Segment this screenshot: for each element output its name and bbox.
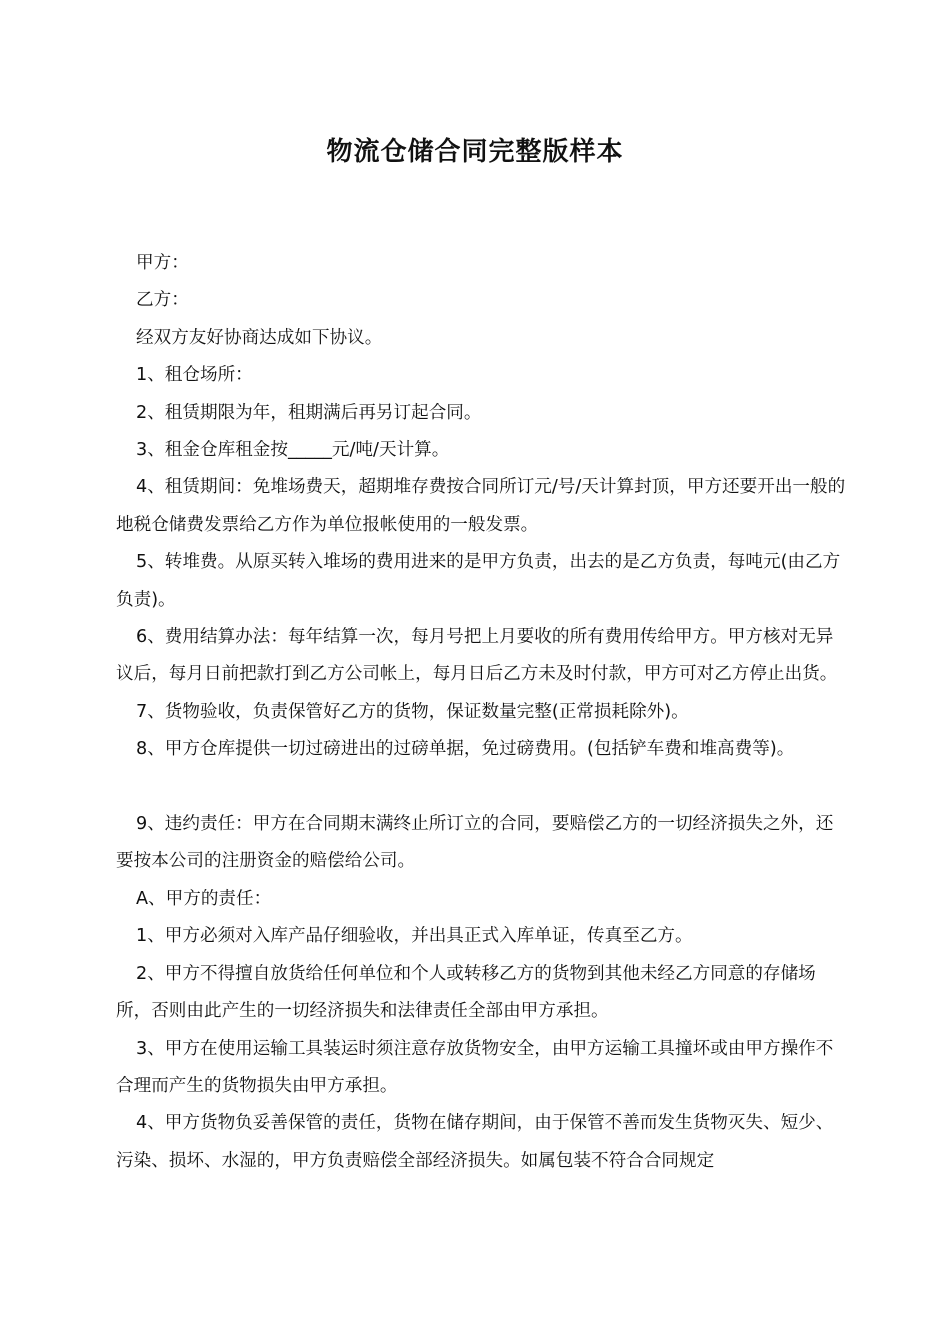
document-title: 物流仓储合同完整版样本 bbox=[326, 137, 624, 167]
clause-9: 9、违约责任：甲方在合同期末满终止所订立的合同，要赔偿乙方的一切经济损失之外，还要按本公司的注册资金的赔偿给公司。 bbox=[116, 814, 834, 872]
section-a-item-4: 4、甲方货物负妥善保管的责任，货物在储存期间，由于保管不善而发生货物灭失、短少、污染、损坏、水湿的，甲方负责赔偿全部经济损失。如属包装不符合合同规定 bbox=[116, 1113, 834, 1171]
blank-line bbox=[116, 769, 846, 806]
clause-6: 6、费用结算办法：每年结算一次，每月号把上月要收的所有费用传给甲方。甲方核对无异议后，每月日前把款打到乙方公司帐上，每月日后乙方未及时付款，甲方可对乙方停止出货。 bbox=[116, 627, 838, 685]
document-body bbox=[116, 245, 846, 1180]
clause-8: 8、甲方仓库提供一切过磅进出的过磅单据，免过磅费用。(包括铲车费和堆高费等)。 bbox=[136, 739, 795, 760]
clause-7: 7、货物验收，负责保管好乙方的货物，保证数量完整(正常损耗除外)。 bbox=[136, 701, 689, 722]
section-a-item-2: 2、甲方不得擅自放货给任何单位和个人或转移乙方的货物到其他未经乙方同意的存储场所，否则由此产生的一切经济损失和法律责任全部由甲方承担。 bbox=[116, 963, 816, 1022]
section-a-item-1: 1、甲方必须对入库产品仔细验收，并出具正式入库单证，传真至乙方。 bbox=[136, 926, 693, 947]
party-a-line: 甲方： bbox=[136, 253, 189, 273]
section-a-heading: A、甲方的责任： bbox=[136, 888, 272, 909]
party-b-line: 乙方： bbox=[136, 290, 189, 311]
clause-5: 5、转堆费。从原买转入堆场的费用进来的是甲方负责，出去的是乙方负责，每吨元(由乙方负责)。 bbox=[116, 552, 841, 610]
clause-2: 2、租赁期限为年，租期满后再另订起合同。 bbox=[136, 402, 482, 423]
clause-1: 1、租仓场所： bbox=[136, 365, 253, 386]
agreement-intro: 经双方友好协商达成如下协议。 bbox=[136, 327, 383, 348]
clause-3: 3、租金仓库租金按_____元/吨/天计算。 bbox=[136, 440, 450, 461]
section-a-item-3: 3、甲方在使用运输工具装运时须注意存放货物安全，由甲方运输工具撞坏或由甲方操作不合理而产生的货物损失由甲方承担。 bbox=[116, 1038, 834, 1096]
clause-4: 4、租赁期间：免堆场费天，超期堆存费按合同所订元/号/天计算封顶，甲方还要开出一般的地税仓储费发票给乙方作为单位报帐使用的一般发票。 bbox=[116, 477, 846, 535]
